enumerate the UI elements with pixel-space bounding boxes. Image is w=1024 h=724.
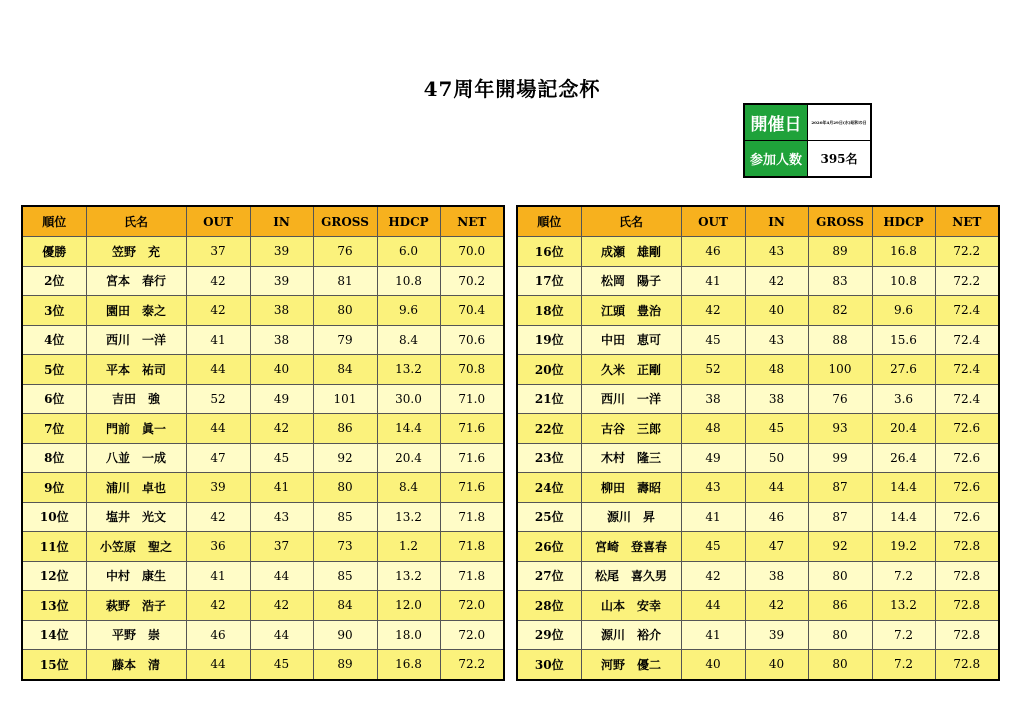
net-cell: 72.4 <box>935 296 999 326</box>
in-cell: 44 <box>745 473 808 503</box>
rank-cell: 3位 <box>22 296 86 326</box>
out-cell: 36 <box>186 532 250 562</box>
name-cell: 成瀬 雄剛 <box>581 237 681 267</box>
rank-cell: 21位 <box>517 384 581 414</box>
table-row <box>22 266 504 296</box>
out-cell: 44 <box>186 355 250 385</box>
header-hdcp: HDCP <box>377 206 440 237</box>
net-cell: 72.8 <box>935 620 999 650</box>
net-cell: 70.0 <box>440 237 504 267</box>
name-cell: 中田 恵可 <box>581 325 681 355</box>
net-cell: 72.6 <box>935 473 999 503</box>
net-cell: 72.2 <box>440 650 504 680</box>
in-cell: 42 <box>250 414 313 444</box>
net-cell: 71.6 <box>440 414 504 444</box>
out-cell: 41 <box>681 502 745 532</box>
name-cell: 宮本 春行 <box>86 266 186 296</box>
table-row <box>22 561 504 591</box>
in-cell: 47 <box>745 532 808 562</box>
in-cell: 44 <box>250 620 313 650</box>
hdcp-cell: 9.6 <box>872 296 935 326</box>
hdcp-cell: 12.0 <box>377 591 440 621</box>
rank-cell: 2位 <box>22 266 86 296</box>
in-cell: 45 <box>250 650 313 680</box>
in-cell: 46 <box>745 502 808 532</box>
rank-cell: 5位 <box>22 355 86 385</box>
rank-cell: 16位 <box>517 237 581 267</box>
results-table-right <box>516 205 1000 681</box>
rank-cell: 17位 <box>517 266 581 296</box>
table-header-row <box>517 206 999 237</box>
in-cell: 48 <box>745 355 808 385</box>
header-hdcp: HDCP <box>872 206 935 237</box>
table-row <box>517 443 999 473</box>
out-cell: 48 <box>681 414 745 444</box>
net-cell: 72.8 <box>935 532 999 562</box>
page-title: 47周年開場記念杯 <box>423 77 601 101</box>
gross-cell: 88 <box>808 325 872 355</box>
rank-cell: 18位 <box>517 296 581 326</box>
event-date-value: 2020年4月29日(水)昭和の日 <box>808 104 872 141</box>
out-cell: 41 <box>681 620 745 650</box>
gross-cell: 80 <box>808 650 872 680</box>
rank-cell: 24位 <box>517 473 581 503</box>
out-cell: 46 <box>186 620 250 650</box>
header-rank: 順位 <box>22 206 86 237</box>
name-cell: 柳田 壽昭 <box>581 473 681 503</box>
rank-cell: 13位 <box>22 591 86 621</box>
hdcp-cell: 18.0 <box>377 620 440 650</box>
rank-cell: 10位 <box>22 502 86 532</box>
net-cell: 72.8 <box>935 591 999 621</box>
gross-cell: 79 <box>313 325 377 355</box>
gross-cell: 81 <box>313 266 377 296</box>
rank-cell: 23位 <box>517 443 581 473</box>
net-cell: 72.8 <box>935 650 999 680</box>
hdcp-cell: 8.4 <box>377 473 440 503</box>
out-cell: 43 <box>681 473 745 503</box>
in-cell: 41 <box>250 473 313 503</box>
name-cell: 園田 泰之 <box>86 296 186 326</box>
table-row <box>517 355 999 385</box>
hdcp-cell: 13.2 <box>377 355 440 385</box>
gross-cell: 84 <box>313 355 377 385</box>
name-cell: 八並 一成 <box>86 443 186 473</box>
rank-cell: 20位 <box>517 355 581 385</box>
name-cell: 西川 一洋 <box>581 384 681 414</box>
rank-cell: 7位 <box>22 414 86 444</box>
table-row <box>22 650 504 680</box>
table-row <box>517 384 999 414</box>
hdcp-cell: 6.0 <box>377 237 440 267</box>
table-row <box>22 591 504 621</box>
hdcp-cell: 14.4 <box>872 473 935 503</box>
hdcp-cell: 8.4 <box>377 325 440 355</box>
header-name: 氏名 <box>581 206 681 237</box>
name-cell: 松尾 喜久男 <box>581 561 681 591</box>
gross-cell: 92 <box>808 532 872 562</box>
in-cell: 39 <box>250 237 313 267</box>
in-cell: 43 <box>745 325 808 355</box>
net-cell: 72.0 <box>440 591 504 621</box>
hdcp-cell: 14.4 <box>872 502 935 532</box>
in-cell: 38 <box>745 384 808 414</box>
rank-cell: 12位 <box>22 561 86 591</box>
table-row <box>22 355 504 385</box>
out-cell: 44 <box>186 414 250 444</box>
table-row <box>22 325 504 355</box>
event-date-label: 開催日 <box>744 104 808 141</box>
out-cell: 52 <box>186 384 250 414</box>
out-cell: 42 <box>186 591 250 621</box>
net-cell: 71.0 <box>440 384 504 414</box>
table-row <box>517 325 999 355</box>
in-cell: 42 <box>745 591 808 621</box>
table-row <box>22 414 504 444</box>
in-cell: 50 <box>745 443 808 473</box>
hdcp-cell: 16.8 <box>377 650 440 680</box>
header-in: IN <box>745 206 808 237</box>
rank-cell: 15位 <box>22 650 86 680</box>
hdcp-cell: 10.8 <box>872 266 935 296</box>
table-row <box>22 237 504 267</box>
out-cell: 42 <box>681 296 745 326</box>
hdcp-cell: 3.6 <box>872 384 935 414</box>
rank-cell: 26位 <box>517 532 581 562</box>
hdcp-cell: 1.2 <box>377 532 440 562</box>
table-row <box>22 620 504 650</box>
gross-cell: 90 <box>313 620 377 650</box>
name-cell: 木村 隆三 <box>581 443 681 473</box>
name-cell: 吉田 強 <box>86 384 186 414</box>
gross-cell: 89 <box>313 650 377 680</box>
name-cell: 古谷 三郎 <box>581 414 681 444</box>
name-cell: 源川 裕介 <box>581 620 681 650</box>
net-cell: 71.6 <box>440 443 504 473</box>
net-cell: 72.6 <box>935 502 999 532</box>
header-out: OUT <box>681 206 745 237</box>
out-cell: 42 <box>186 296 250 326</box>
in-cell: 49 <box>250 384 313 414</box>
rank-cell: 4位 <box>22 325 86 355</box>
table-header-row <box>22 206 504 237</box>
in-cell: 37 <box>250 532 313 562</box>
table-row <box>517 296 999 326</box>
header-gross: GROSS <box>808 206 872 237</box>
table-row <box>22 473 504 503</box>
out-cell: 45 <box>681 325 745 355</box>
header-net: NET <box>935 206 999 237</box>
hdcp-cell: 13.2 <box>872 591 935 621</box>
out-cell: 52 <box>681 355 745 385</box>
rank-cell: 14位 <box>22 620 86 650</box>
rank-cell: 27位 <box>517 561 581 591</box>
in-cell: 42 <box>745 266 808 296</box>
out-cell: 41 <box>681 266 745 296</box>
rank-cell: 6位 <box>22 384 86 414</box>
in-cell: 39 <box>745 620 808 650</box>
name-cell: 中村 康生 <box>86 561 186 591</box>
net-cell: 72.4 <box>935 325 999 355</box>
hdcp-cell: 7.2 <box>872 650 935 680</box>
gross-cell: 80 <box>808 561 872 591</box>
gross-cell: 80 <box>313 296 377 326</box>
net-cell: 72.4 <box>935 355 999 385</box>
out-cell: 46 <box>681 237 745 267</box>
gross-cell: 82 <box>808 296 872 326</box>
gross-cell: 86 <box>808 591 872 621</box>
gross-cell: 76 <box>313 237 377 267</box>
name-cell: 萩野 浩子 <box>86 591 186 621</box>
name-cell: 松岡 陽子 <box>581 266 681 296</box>
gross-cell: 100 <box>808 355 872 385</box>
hdcp-cell: 30.0 <box>377 384 440 414</box>
net-cell: 71.8 <box>440 532 504 562</box>
hdcp-cell: 13.2 <box>377 561 440 591</box>
hdcp-cell: 7.2 <box>872 561 935 591</box>
out-cell: 39 <box>186 473 250 503</box>
rank-cell: 9位 <box>22 473 86 503</box>
net-cell: 70.4 <box>440 296 504 326</box>
table-row <box>22 296 504 326</box>
in-cell: 38 <box>250 296 313 326</box>
header-net: NET <box>440 206 504 237</box>
rank-cell: 11位 <box>22 532 86 562</box>
rank-cell: 優勝 <box>22 237 86 267</box>
name-cell: 山本 安幸 <box>581 591 681 621</box>
table-row <box>517 532 999 562</box>
rank-cell: 30位 <box>517 650 581 680</box>
rank-cell: 25位 <box>517 502 581 532</box>
name-cell: 西川 一洋 <box>86 325 186 355</box>
in-cell: 45 <box>250 443 313 473</box>
header-gross: GROSS <box>313 206 377 237</box>
hdcp-cell: 26.4 <box>872 443 935 473</box>
participants-value: 395名 <box>808 141 872 178</box>
header-in: IN <box>250 206 313 237</box>
gross-cell: 87 <box>808 473 872 503</box>
gross-cell: 92 <box>313 443 377 473</box>
in-cell: 43 <box>745 237 808 267</box>
hdcp-cell: 19.2 <box>872 532 935 562</box>
gross-cell: 85 <box>313 561 377 591</box>
header-name: 氏名 <box>86 206 186 237</box>
in-cell: 43 <box>250 502 313 532</box>
out-cell: 38 <box>681 384 745 414</box>
hdcp-cell: 9.6 <box>377 296 440 326</box>
net-cell: 72.8 <box>935 561 999 591</box>
gross-cell: 89 <box>808 237 872 267</box>
table-row <box>22 443 504 473</box>
rank-cell: 29位 <box>517 620 581 650</box>
net-cell: 71.6 <box>440 473 504 503</box>
name-cell: 笠野 充 <box>86 237 186 267</box>
gross-cell: 99 <box>808 443 872 473</box>
out-cell: 47 <box>186 443 250 473</box>
in-cell: 38 <box>250 325 313 355</box>
net-cell: 72.4 <box>935 384 999 414</box>
table-row <box>517 414 999 444</box>
hdcp-cell: 13.2 <box>377 502 440 532</box>
hdcp-cell: 15.6 <box>872 325 935 355</box>
table-row <box>517 502 999 532</box>
out-cell: 41 <box>186 325 250 355</box>
name-cell: 河野 優二 <box>581 650 681 680</box>
name-cell: 平野 崇 <box>86 620 186 650</box>
gross-cell: 76 <box>808 384 872 414</box>
gross-cell: 80 <box>313 473 377 503</box>
name-cell: 江頭 豊治 <box>581 296 681 326</box>
out-cell: 42 <box>681 561 745 591</box>
in-cell: 38 <box>745 561 808 591</box>
out-cell: 44 <box>186 650 250 680</box>
in-cell: 42 <box>250 591 313 621</box>
in-cell: 40 <box>745 650 808 680</box>
name-cell: 小笠原 聖之 <box>86 532 186 562</box>
gross-cell: 93 <box>808 414 872 444</box>
net-cell: 72.2 <box>935 237 999 267</box>
in-cell: 40 <box>745 296 808 326</box>
net-cell: 72.0 <box>440 620 504 650</box>
name-cell: 門前 眞一 <box>86 414 186 444</box>
hdcp-cell: 16.8 <box>872 237 935 267</box>
gross-cell: 86 <box>313 414 377 444</box>
in-cell: 40 <box>250 355 313 385</box>
name-cell: 藤本 清 <box>86 650 186 680</box>
net-cell: 70.8 <box>440 355 504 385</box>
table-row <box>517 561 999 591</box>
out-cell: 42 <box>186 266 250 296</box>
hdcp-cell: 20.4 <box>872 414 935 444</box>
net-cell: 71.8 <box>440 561 504 591</box>
net-cell: 72.2 <box>935 266 999 296</box>
table-row <box>517 620 999 650</box>
table-row <box>517 237 999 267</box>
table-row <box>22 384 504 414</box>
gross-cell: 85 <box>313 502 377 532</box>
gross-cell: 101 <box>313 384 377 414</box>
header-rank: 順位 <box>517 206 581 237</box>
rank-cell: 22位 <box>517 414 581 444</box>
rank-cell: 28位 <box>517 591 581 621</box>
in-cell: 44 <box>250 561 313 591</box>
event-info-box <box>743 103 872 178</box>
header-out: OUT <box>186 206 250 237</box>
net-cell: 70.6 <box>440 325 504 355</box>
table-row <box>517 650 999 680</box>
out-cell: 42 <box>186 502 250 532</box>
in-cell: 39 <box>250 266 313 296</box>
table-row <box>517 591 999 621</box>
name-cell: 塩井 光文 <box>86 502 186 532</box>
net-cell: 70.2 <box>440 266 504 296</box>
table-row <box>22 532 504 562</box>
hdcp-cell: 14.4 <box>377 414 440 444</box>
name-cell: 久米 正剛 <box>581 355 681 385</box>
net-cell: 72.6 <box>935 414 999 444</box>
table-row <box>22 502 504 532</box>
hdcp-cell: 10.8 <box>377 266 440 296</box>
out-cell: 45 <box>681 532 745 562</box>
gross-cell: 84 <box>313 591 377 621</box>
out-cell: 40 <box>681 650 745 680</box>
gross-cell: 73 <box>313 532 377 562</box>
out-cell: 49 <box>681 443 745 473</box>
name-cell: 浦川 卓也 <box>86 473 186 503</box>
hdcp-cell: 27.6 <box>872 355 935 385</box>
net-cell: 71.8 <box>440 502 504 532</box>
hdcp-cell: 20.4 <box>377 443 440 473</box>
name-cell: 平本 祐司 <box>86 355 186 385</box>
rank-cell: 19位 <box>517 325 581 355</box>
name-cell: 源川 昇 <box>581 502 681 532</box>
out-cell: 44 <box>681 591 745 621</box>
net-cell: 72.6 <box>935 443 999 473</box>
gross-cell: 80 <box>808 620 872 650</box>
gross-cell: 83 <box>808 266 872 296</box>
out-cell: 41 <box>186 561 250 591</box>
out-cell: 37 <box>186 237 250 267</box>
participants-label: 参加人数 <box>744 141 808 178</box>
rank-cell: 8位 <box>22 443 86 473</box>
table-row <box>517 473 999 503</box>
table-row <box>517 266 999 296</box>
gross-cell: 87 <box>808 502 872 532</box>
name-cell: 宮崎 登喜春 <box>581 532 681 562</box>
results-table-left <box>21 205 505 681</box>
in-cell: 45 <box>745 414 808 444</box>
hdcp-cell: 7.2 <box>872 620 935 650</box>
